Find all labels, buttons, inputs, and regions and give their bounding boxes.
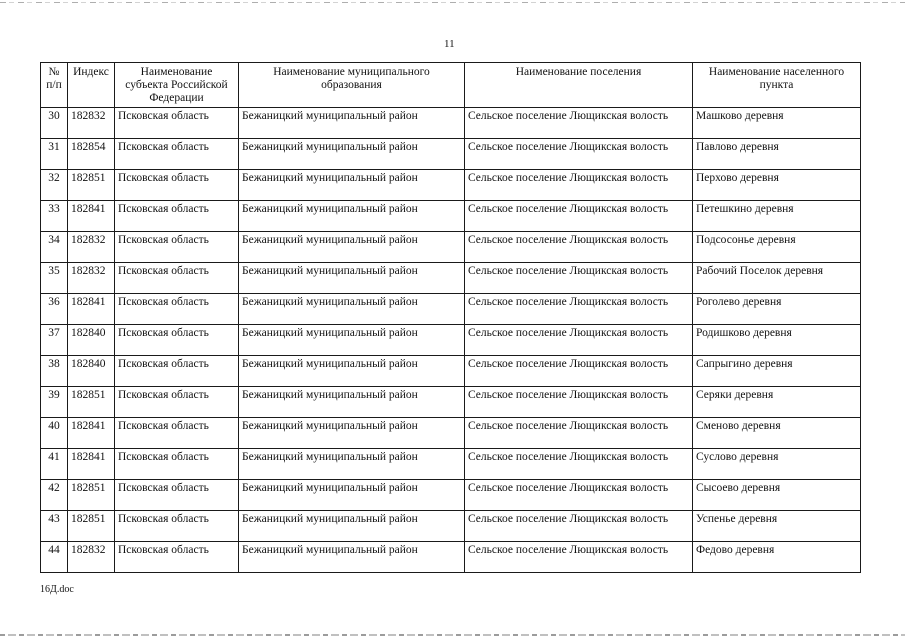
cell-index: 182854 — [68, 139, 115, 170]
cell-num: 38 — [41, 356, 68, 387]
cell-municipality: Бежаницкий муниципальный район — [239, 542, 465, 573]
table-row — [41, 511, 861, 542]
cell-index: 182851 — [68, 170, 115, 201]
header-subject: Наименование субъекта Российской Федерации — [115, 63, 239, 108]
cell-index: 182840 — [68, 325, 115, 356]
cell-settlement: Сельское поселение Лющикская волость — [465, 418, 693, 449]
cell-subject: Псковская область — [115, 263, 239, 294]
cell-municipality: Бежаницкий муниципальный район — [239, 387, 465, 418]
cell-locality: Павлово деревня — [693, 139, 861, 170]
cell-num: 33 — [41, 201, 68, 232]
cell-settlement: Сельское поселение Лющикская волость — [465, 542, 693, 573]
header-settlement: Наименование поселения — [465, 63, 693, 108]
cell-subject: Псковская область — [115, 542, 239, 573]
table-row — [41, 139, 861, 170]
cell-subject: Псковская область — [115, 325, 239, 356]
cell-settlement: Сельское поселение Лющикская волость — [465, 511, 693, 542]
table-row — [41, 325, 861, 356]
cell-index: 182832 — [68, 542, 115, 573]
cell-locality: Сменово деревня — [693, 418, 861, 449]
cell-index: 182832 — [68, 263, 115, 294]
table-header-row — [41, 63, 861, 108]
cell-settlement: Сельское поселение Лющикская волость — [465, 263, 693, 294]
cell-subject: Псковская область — [115, 449, 239, 480]
cell-locality: Подсосонье деревня — [693, 232, 861, 263]
cell-index: 182841 — [68, 418, 115, 449]
table-row — [41, 418, 861, 449]
table-row — [41, 170, 861, 201]
cell-locality: Сапрыгино деревня — [693, 356, 861, 387]
cell-index: 182851 — [68, 511, 115, 542]
table-row — [41, 387, 861, 418]
cell-subject: Псковская область — [115, 139, 239, 170]
cell-subject: Псковская область — [115, 294, 239, 325]
table-row — [41, 201, 861, 232]
table-row — [41, 294, 861, 325]
cell-num: 34 — [41, 232, 68, 263]
header-locality: Наименование населенного пункта — [693, 63, 861, 108]
cell-municipality: Бежаницкий муниципальный район — [239, 201, 465, 232]
cell-municipality: Бежаницкий муниципальный район — [239, 325, 465, 356]
cell-settlement: Сельское поселение Лющикская волость — [465, 139, 693, 170]
cell-settlement: Сельское поселение Лющикская волость — [465, 325, 693, 356]
table-row — [41, 480, 861, 511]
cell-locality: Машково деревня — [693, 108, 861, 139]
header-num: № п/п — [41, 63, 68, 108]
cell-subject: Псковская область — [115, 201, 239, 232]
cell-index: 182851 — [68, 387, 115, 418]
cell-num: 42 — [41, 480, 68, 511]
cell-num: 36 — [41, 294, 68, 325]
scan-edge-bottom — [0, 634, 905, 636]
table-row — [41, 542, 861, 573]
cell-locality: Федово деревня — [693, 542, 861, 573]
cell-municipality: Бежаницкий муниципальный район — [239, 263, 465, 294]
cell-municipality: Бежаницкий муниципальный район — [239, 108, 465, 139]
cell-num: 44 — [41, 542, 68, 573]
cell-index: 182841 — [68, 294, 115, 325]
cell-settlement: Сельское поселение Лющикская волость — [465, 480, 693, 511]
cell-subject: Псковская область — [115, 418, 239, 449]
table-row — [41, 232, 861, 263]
cell-subject: Псковская область — [115, 387, 239, 418]
registry-table — [40, 62, 861, 573]
cell-settlement: Сельское поселение Лющикская волость — [465, 294, 693, 325]
cell-index: 182851 — [68, 480, 115, 511]
cell-subject: Псковская область — [115, 232, 239, 263]
cell-locality: Родишково деревня — [693, 325, 861, 356]
table-row — [41, 449, 861, 480]
cell-index: 182832 — [68, 232, 115, 263]
cell-num: 39 — [41, 387, 68, 418]
cell-municipality: Бежаницкий муниципальный район — [239, 356, 465, 387]
cell-num: 30 — [41, 108, 68, 139]
table-body — [41, 108, 861, 573]
cell-index: 182841 — [68, 449, 115, 480]
cell-locality: Петешкино деревня — [693, 201, 861, 232]
cell-num: 43 — [41, 511, 68, 542]
cell-subject: Псковская область — [115, 511, 239, 542]
cell-locality: Роголево деревня — [693, 294, 861, 325]
cell-locality: Сысоево деревня — [693, 480, 861, 511]
header-index: Индекс — [68, 63, 115, 108]
page-number: 11 — [444, 38, 455, 50]
cell-municipality: Бежаницкий муниципальный район — [239, 294, 465, 325]
cell-num: 37 — [41, 325, 68, 356]
footer-filename: 16Д.doc — [40, 584, 74, 595]
cell-subject: Псковская область — [115, 170, 239, 201]
cell-num: 35 — [41, 263, 68, 294]
cell-settlement: Сельское поселение Лющикская волость — [465, 108, 693, 139]
cell-index: 182840 — [68, 356, 115, 387]
cell-settlement: Сельское поселение Лющикская волость — [465, 170, 693, 201]
cell-subject: Псковская область — [115, 356, 239, 387]
table-row — [41, 108, 861, 139]
cell-locality: Успенье деревня — [693, 511, 861, 542]
cell-municipality: Бежаницкий муниципальный район — [239, 449, 465, 480]
cell-index: 182841 — [68, 201, 115, 232]
cell-num: 41 — [41, 449, 68, 480]
cell-num: 31 — [41, 139, 68, 170]
table-row — [41, 263, 861, 294]
cell-municipality: Бежаницкий муниципальный район — [239, 511, 465, 542]
cell-settlement: Сельское поселение Лющикская волость — [465, 449, 693, 480]
cell-num: 40 — [41, 418, 68, 449]
scan-edge-top — [0, 2, 905, 3]
header-municipality: Наименование муниципального образования — [239, 63, 465, 108]
cell-municipality: Бежаницкий муниципальный район — [239, 232, 465, 263]
cell-locality: Суслово деревня — [693, 449, 861, 480]
cell-settlement: Сельское поселение Лющикская волость — [465, 387, 693, 418]
table-row — [41, 356, 861, 387]
cell-municipality: Бежаницкий муниципальный район — [239, 418, 465, 449]
cell-settlement: Сельское поселение Лющикская волость — [465, 356, 693, 387]
cell-municipality: Бежаницкий муниципальный район — [239, 170, 465, 201]
cell-subject: Псковская область — [115, 480, 239, 511]
cell-locality: Серяки деревня — [693, 387, 861, 418]
cell-municipality: Бежаницкий муниципальный район — [239, 480, 465, 511]
cell-subject: Псковская область — [115, 108, 239, 139]
cell-municipality: Бежаницкий муниципальный район — [239, 139, 465, 170]
cell-settlement: Сельское поселение Лющикская волость — [465, 232, 693, 263]
cell-num: 32 — [41, 170, 68, 201]
cell-locality: Перхово деревня — [693, 170, 861, 201]
cell-settlement: Сельское поселение Лющикская волость — [465, 201, 693, 232]
cell-locality: Рабочий Поселок деревня — [693, 263, 861, 294]
cell-index: 182832 — [68, 108, 115, 139]
